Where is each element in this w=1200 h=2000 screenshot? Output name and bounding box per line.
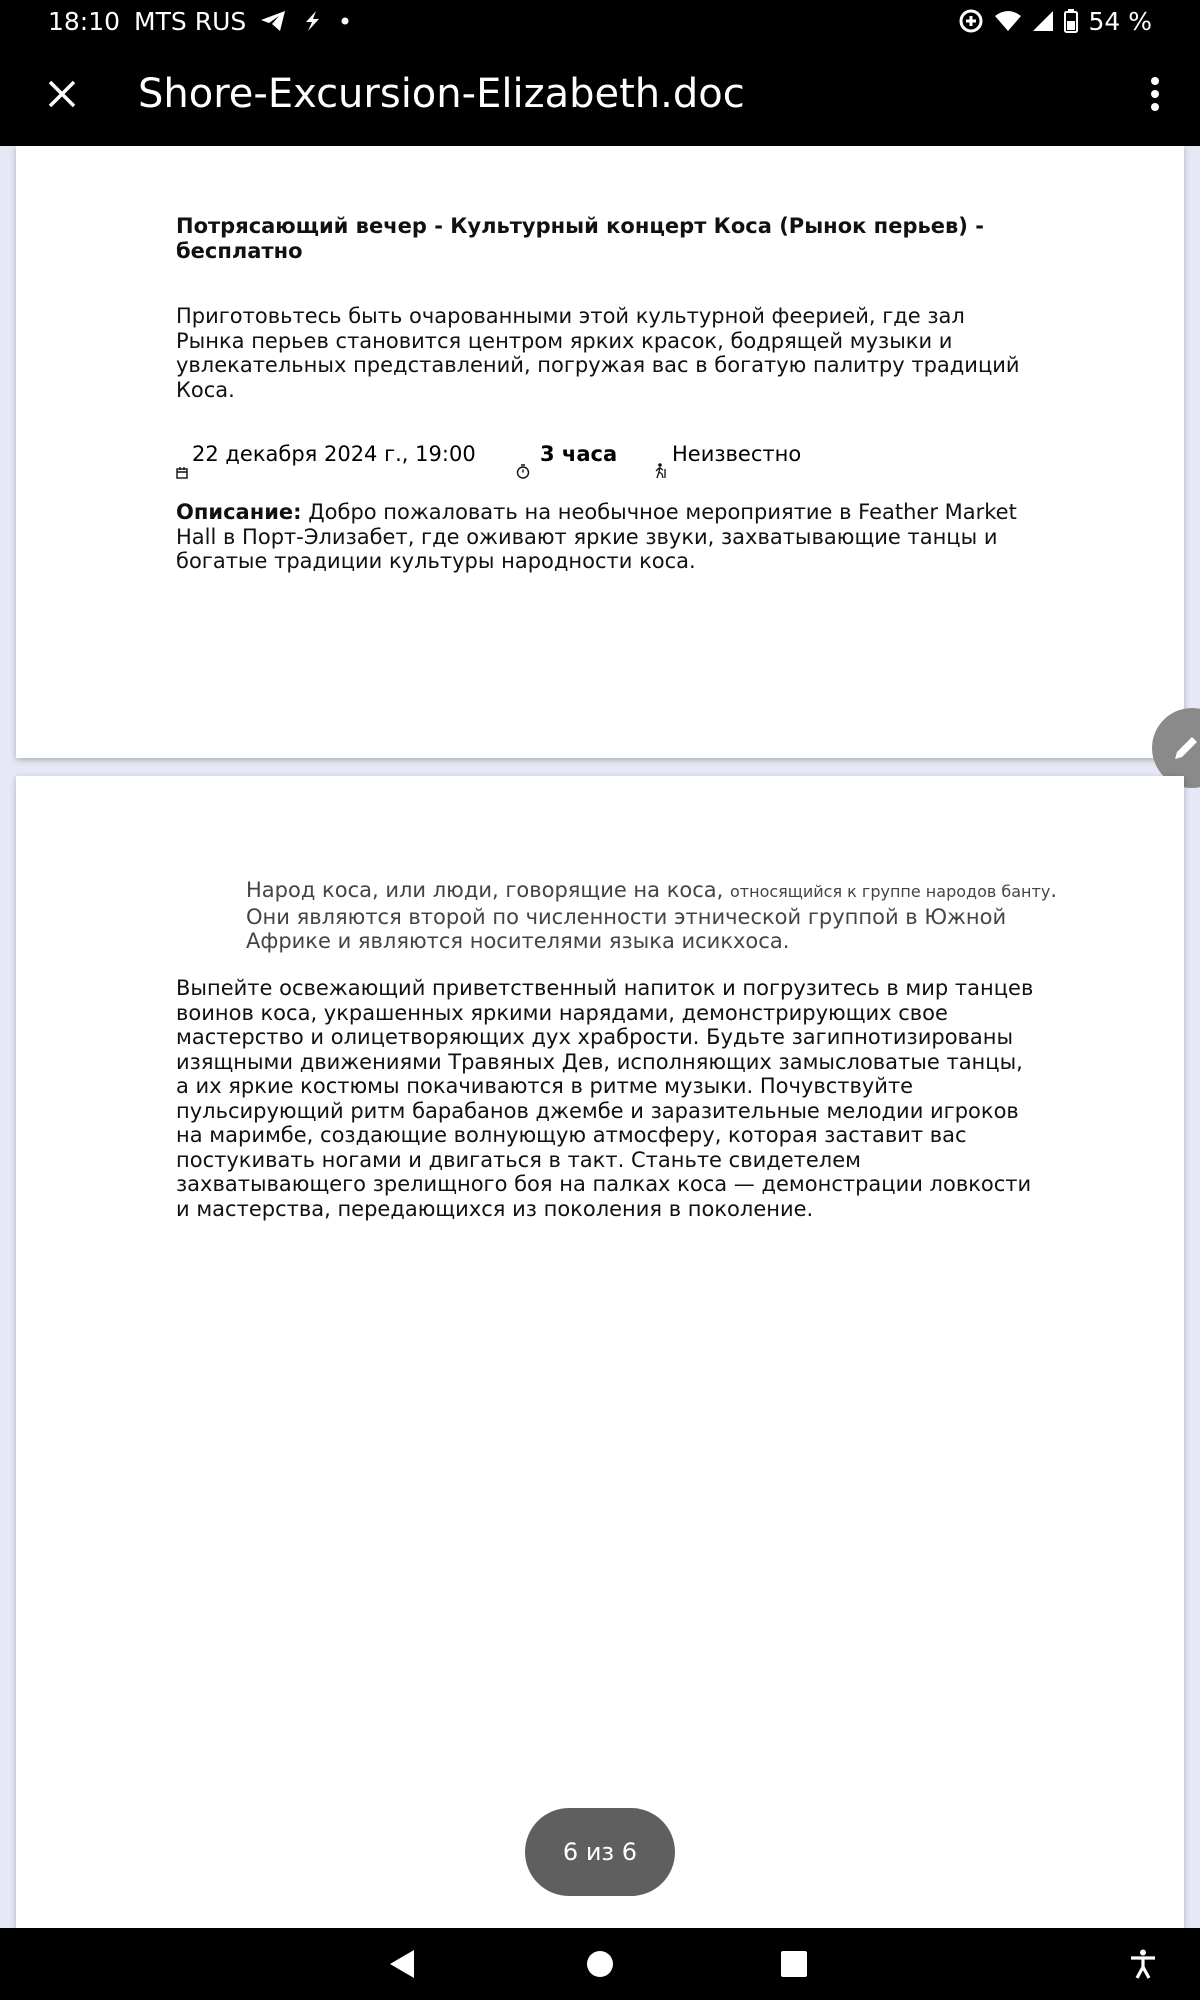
event-description xyxy=(176,500,1036,574)
back-icon xyxy=(388,1949,416,1979)
description-text: Добро пожаловать на необычное мероприятие в Feather Market Hall в Порт-Элизабет, где оживают яркие звуки, захватывающие танцы и богатые традиции культуры народности коса. xyxy=(176,500,1017,573)
document-page-6[interactable] xyxy=(16,776,1184,1928)
telegram-icon xyxy=(260,10,286,32)
nav-recents-button[interactable] xyxy=(749,1928,839,2000)
home-icon xyxy=(585,1949,615,1979)
signal-icon xyxy=(1032,10,1054,32)
calendar-icon xyxy=(176,460,188,484)
status-bar xyxy=(0,0,1200,42)
system-nav-bar xyxy=(0,1928,1200,2000)
stopwatch-icon xyxy=(516,460,530,484)
document-title: Shore-Excursion-Elizabeth.doc xyxy=(138,71,745,117)
pencil-icon xyxy=(1172,734,1200,762)
event-meta xyxy=(176,442,1036,482)
quote-part-1: Народ коса, или люди, говорящие на коса, xyxy=(246,878,731,902)
event-date xyxy=(176,442,476,484)
event-location xyxy=(654,442,801,484)
more-vert-icon xyxy=(1150,77,1160,111)
nav-back-button[interactable] xyxy=(357,1928,447,2000)
description-label: Описание: xyxy=(176,500,302,524)
more-options-button[interactable] xyxy=(1110,42,1200,146)
quote-small-text: относящийся к группе народов банту xyxy=(730,882,1051,901)
wifi-icon xyxy=(994,10,1022,32)
app-bar xyxy=(0,42,1200,146)
bolt-icon xyxy=(300,10,324,32)
close-icon xyxy=(47,79,77,109)
event-duration xyxy=(516,442,617,484)
event-intro: Приготовьтесь быть очарованными этой культурной феерией, где зал Рынка перьев становится центром ярких красок, бодрящей музыки и увлекательных представлений, погружая вас в богатую палитру традиций Коса. xyxy=(176,304,1020,402)
event-title: Потрясающий вечер - Культурный концерт Коса (Рынок перьев) - бесплатно xyxy=(176,214,984,263)
close-button[interactable] xyxy=(0,42,124,146)
hiker-icon xyxy=(654,460,668,484)
recents-icon xyxy=(780,1950,808,1978)
quote-part-2: . Они являются второй по численности этнической группой в Южной Африке и являются носителями языка исикхоса. xyxy=(246,878,1057,953)
document-page-5[interactable] xyxy=(16,146,1184,758)
status-carrier: MTS RUS xyxy=(134,6,247,36)
accessibility-button[interactable] xyxy=(1098,1928,1188,2000)
battery-icon xyxy=(1064,9,1078,33)
event-date-text: 22 декабря 2024 г., 19:00 xyxy=(192,442,476,466)
nav-home-button[interactable] xyxy=(555,1928,645,2000)
event-body-text: Выпейте освежающий приветственный напиток и погрузитесь в мир танцев воинов коса, украшенных яркими нарядами, демонстрирующих свое мастерство и олицетворяющих дух храбрости. Будьте загипнотизированы изящными движениями Травяных Дев, исполняющих замысловатые танцы, а их яркие костюмы покачиваются в ритме музыки. Почувствуйте пульсирующий ритм барабанов джембе и заразительные мелодии игроков на маримбе, создающие волнующую атмосферу, которая заставит вас постукивать ногами и двигаться в такт. Станьте свидетелем захватывающего зрелищного боя на палках коса — демонстрации ловкости и мастерства, передающихся из поколения в поколение. xyxy=(176,976,1034,1221)
event-duration-text: 3 часа xyxy=(540,442,618,466)
status-time: 18:10 xyxy=(48,6,121,36)
battery-percent: 54 % xyxy=(1088,6,1152,36)
accessibility-icon xyxy=(1129,1949,1157,1979)
data-saver-icon xyxy=(958,8,984,34)
xhosa-quote xyxy=(246,878,1066,954)
event-location-text: Неизвестно xyxy=(672,442,802,466)
page-indicator: 6 из 6 xyxy=(525,1808,675,1896)
dot-icon xyxy=(338,14,352,28)
